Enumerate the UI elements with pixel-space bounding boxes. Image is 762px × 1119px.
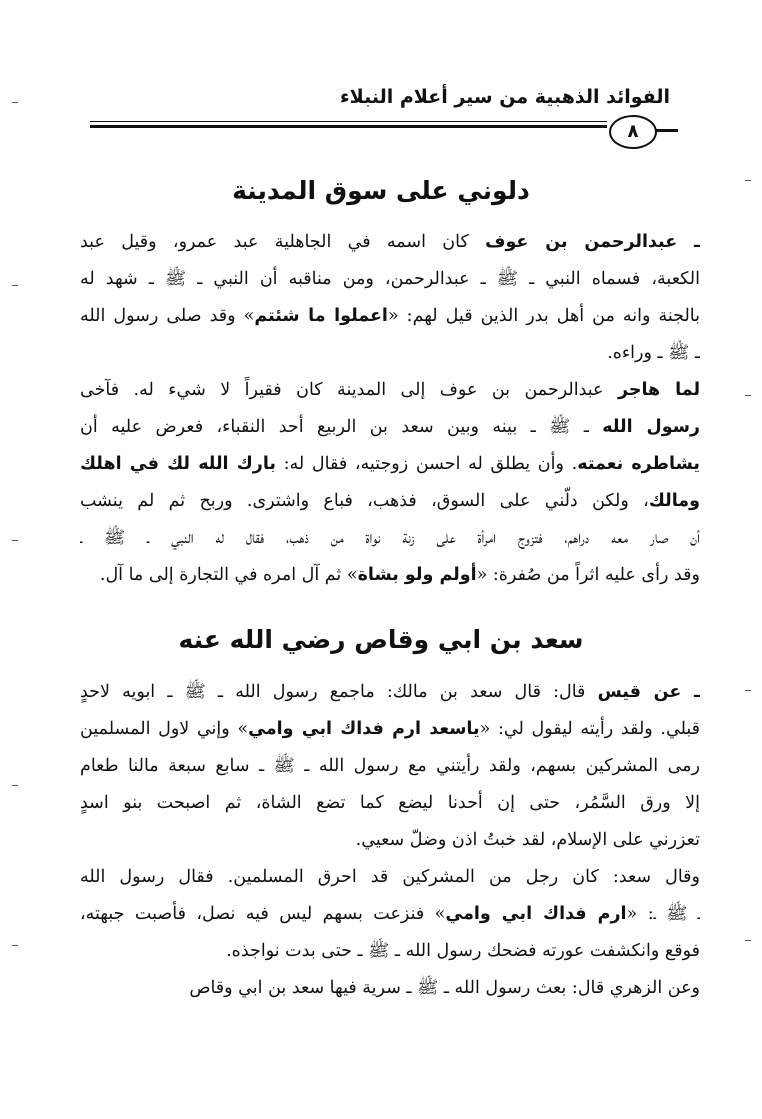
bold-phrase: يشاطره نعمته: [577, 454, 700, 474]
line-text: بالجنة وانه من أهل بدر الذين قيل لهم: «: [387, 306, 700, 326]
margin-tick: [745, 940, 751, 941]
header-rule-thin: [90, 121, 607, 122]
text-line: [80, 301, 700, 331]
text-line: [80, 973, 700, 1003]
text-line: [80, 375, 700, 405]
text-line: [80, 560, 700, 590]
page-number: ٨: [609, 115, 657, 149]
line-text: » فنزعت بسهم ليس فيه نصل، فأصبت جبهته،: [80, 904, 446, 924]
text-line: [80, 936, 700, 966]
line-text: ـ ﷺ ـ: «: [626, 904, 700, 924]
line-text: » ثم آل امره في التجارة إلى ما آل.: [99, 565, 358, 585]
line-text: فوقع وانكشفت عورته فضحك رسول الله ـ ﷺ ـ حتى بدت نواجذه.: [226, 941, 700, 961]
text-line: [80, 899, 700, 929]
text-line: [80, 264, 700, 294]
line-text: قبلي. ولقد رأيته ليقول لي: «: [479, 719, 700, 739]
running-header-title: الفوائد الذهبية من سير أعلام النبلاء: [339, 86, 670, 108]
text-line: [80, 788, 700, 818]
margin-tick: [12, 785, 18, 786]
line-text: عبدالرحمن بن عوف إلى المدينة كان فقيراً لا شيء له. فآخى: [80, 380, 618, 400]
line-text: ـ ﷺ ـ وراءه.: [607, 343, 700, 363]
line-text: وقد رأى عليه اثراً من صُفرة: «: [476, 565, 700, 585]
bold-phrase: ياسعد ارم فداك ابي وامي: [248, 719, 480, 739]
text-line: [80, 412, 700, 442]
bold-phrase: ـ عن قيس: [597, 682, 700, 702]
bold-phrase: لما هاجر: [617, 380, 700, 400]
section-title-2: سعد بن ابي وقاص رضي الله عنه: [178, 625, 584, 654]
bold-phrase: رسول الله: [602, 417, 700, 437]
text-line: [80, 714, 700, 744]
margin-tick: [12, 102, 18, 103]
bold-phrase: بارك الله لك في اهلك: [80, 454, 276, 474]
line-text: رمى المشركين بسهم، ولقد رأيتني مع رسول الله ـ ﷺ ـ سابع سبعة مالنا طعام: [80, 756, 700, 776]
margin-tick: [745, 395, 751, 396]
bold-phrase: اعملوا ما شئتم: [254, 306, 388, 326]
section-title-1: دلوني على سوق المدينة: [232, 176, 530, 205]
line-text: » وقد صلى رسول الله: [80, 306, 255, 326]
text-line: [80, 338, 700, 368]
line-text: . وأن يطلق له احسن زوجتيه، فقال له:: [275, 454, 578, 474]
line-text: إلا ورق السَّمُر، حتى إن أحدنا ليضع كما تضع الشاة، ثم اصبحت بنو اسدٍ: [80, 793, 700, 813]
line-text: الكعبة، فسماه النبي ـ ﷺ ـ عبدالرحمن، ومن مناقبه أن النبي ـ ﷺ ـ شهد له: [80, 269, 700, 289]
line-text: ـ ﷺ ـ بينه وبين سعد بن الربيع أحد النقباء، فعرض عليه أن: [80, 417, 603, 437]
bold-phrase: ارم فداك ابي وامي: [445, 904, 627, 924]
header-rule-thick: [90, 125, 607, 128]
line-text: ، ولكن دلّني على السوق، فذهب، فباع واشترى. وربح ثم لم ينشب: [80, 491, 649, 511]
margin-tick: [12, 540, 18, 541]
text-line: [80, 523, 700, 553]
line-text: » وإني لاول المسلمين: [80, 719, 249, 739]
line-text: وقال سعد: كان رجل من المشركين قد احرق المسلمين. فقال رسول الله: [80, 867, 700, 887]
margin-tick: [12, 945, 18, 946]
line-text: أن صار معه دراهم، فتزوج امرأة على زنة نواة من ذهب، فقال له النبي ـ ﷺ ـ: [80, 528, 700, 548]
margin-tick: [745, 180, 751, 181]
header-rule-end: [656, 129, 678, 132]
text-line: [80, 227, 700, 257]
bold-phrase: أولم ولو بشاة: [357, 565, 477, 585]
line-text: قال: قال سعد بن مالك: ماجمع رسول الله ـ ﷺ ـ ابويه لاحدٍ: [80, 682, 598, 702]
margin-tick: [12, 285, 18, 286]
text-line: [80, 825, 700, 855]
text-line: [80, 449, 700, 479]
line-text: تعزرني على الإسلام، لقد خبتُ اذن وضلّ سعيي.: [355, 830, 700, 850]
line-text: وعن الزهري قال: بعث رسول الله ـ ﷺ ـ سرية فيها سعد بن ابي وقاص: [189, 978, 700, 998]
text-line: [80, 486, 700, 516]
text-line: [80, 862, 700, 892]
bold-phrase: ـ عبدالرحمن بن عوف: [485, 232, 700, 252]
text-line: [80, 677, 700, 707]
bold-phrase: ومالك: [648, 491, 700, 511]
line-text: كان اسمه في الجاهلية عبد عمرو، وقيل عبد: [80, 232, 486, 252]
text-line: [80, 751, 700, 781]
margin-tick: [745, 690, 751, 691]
